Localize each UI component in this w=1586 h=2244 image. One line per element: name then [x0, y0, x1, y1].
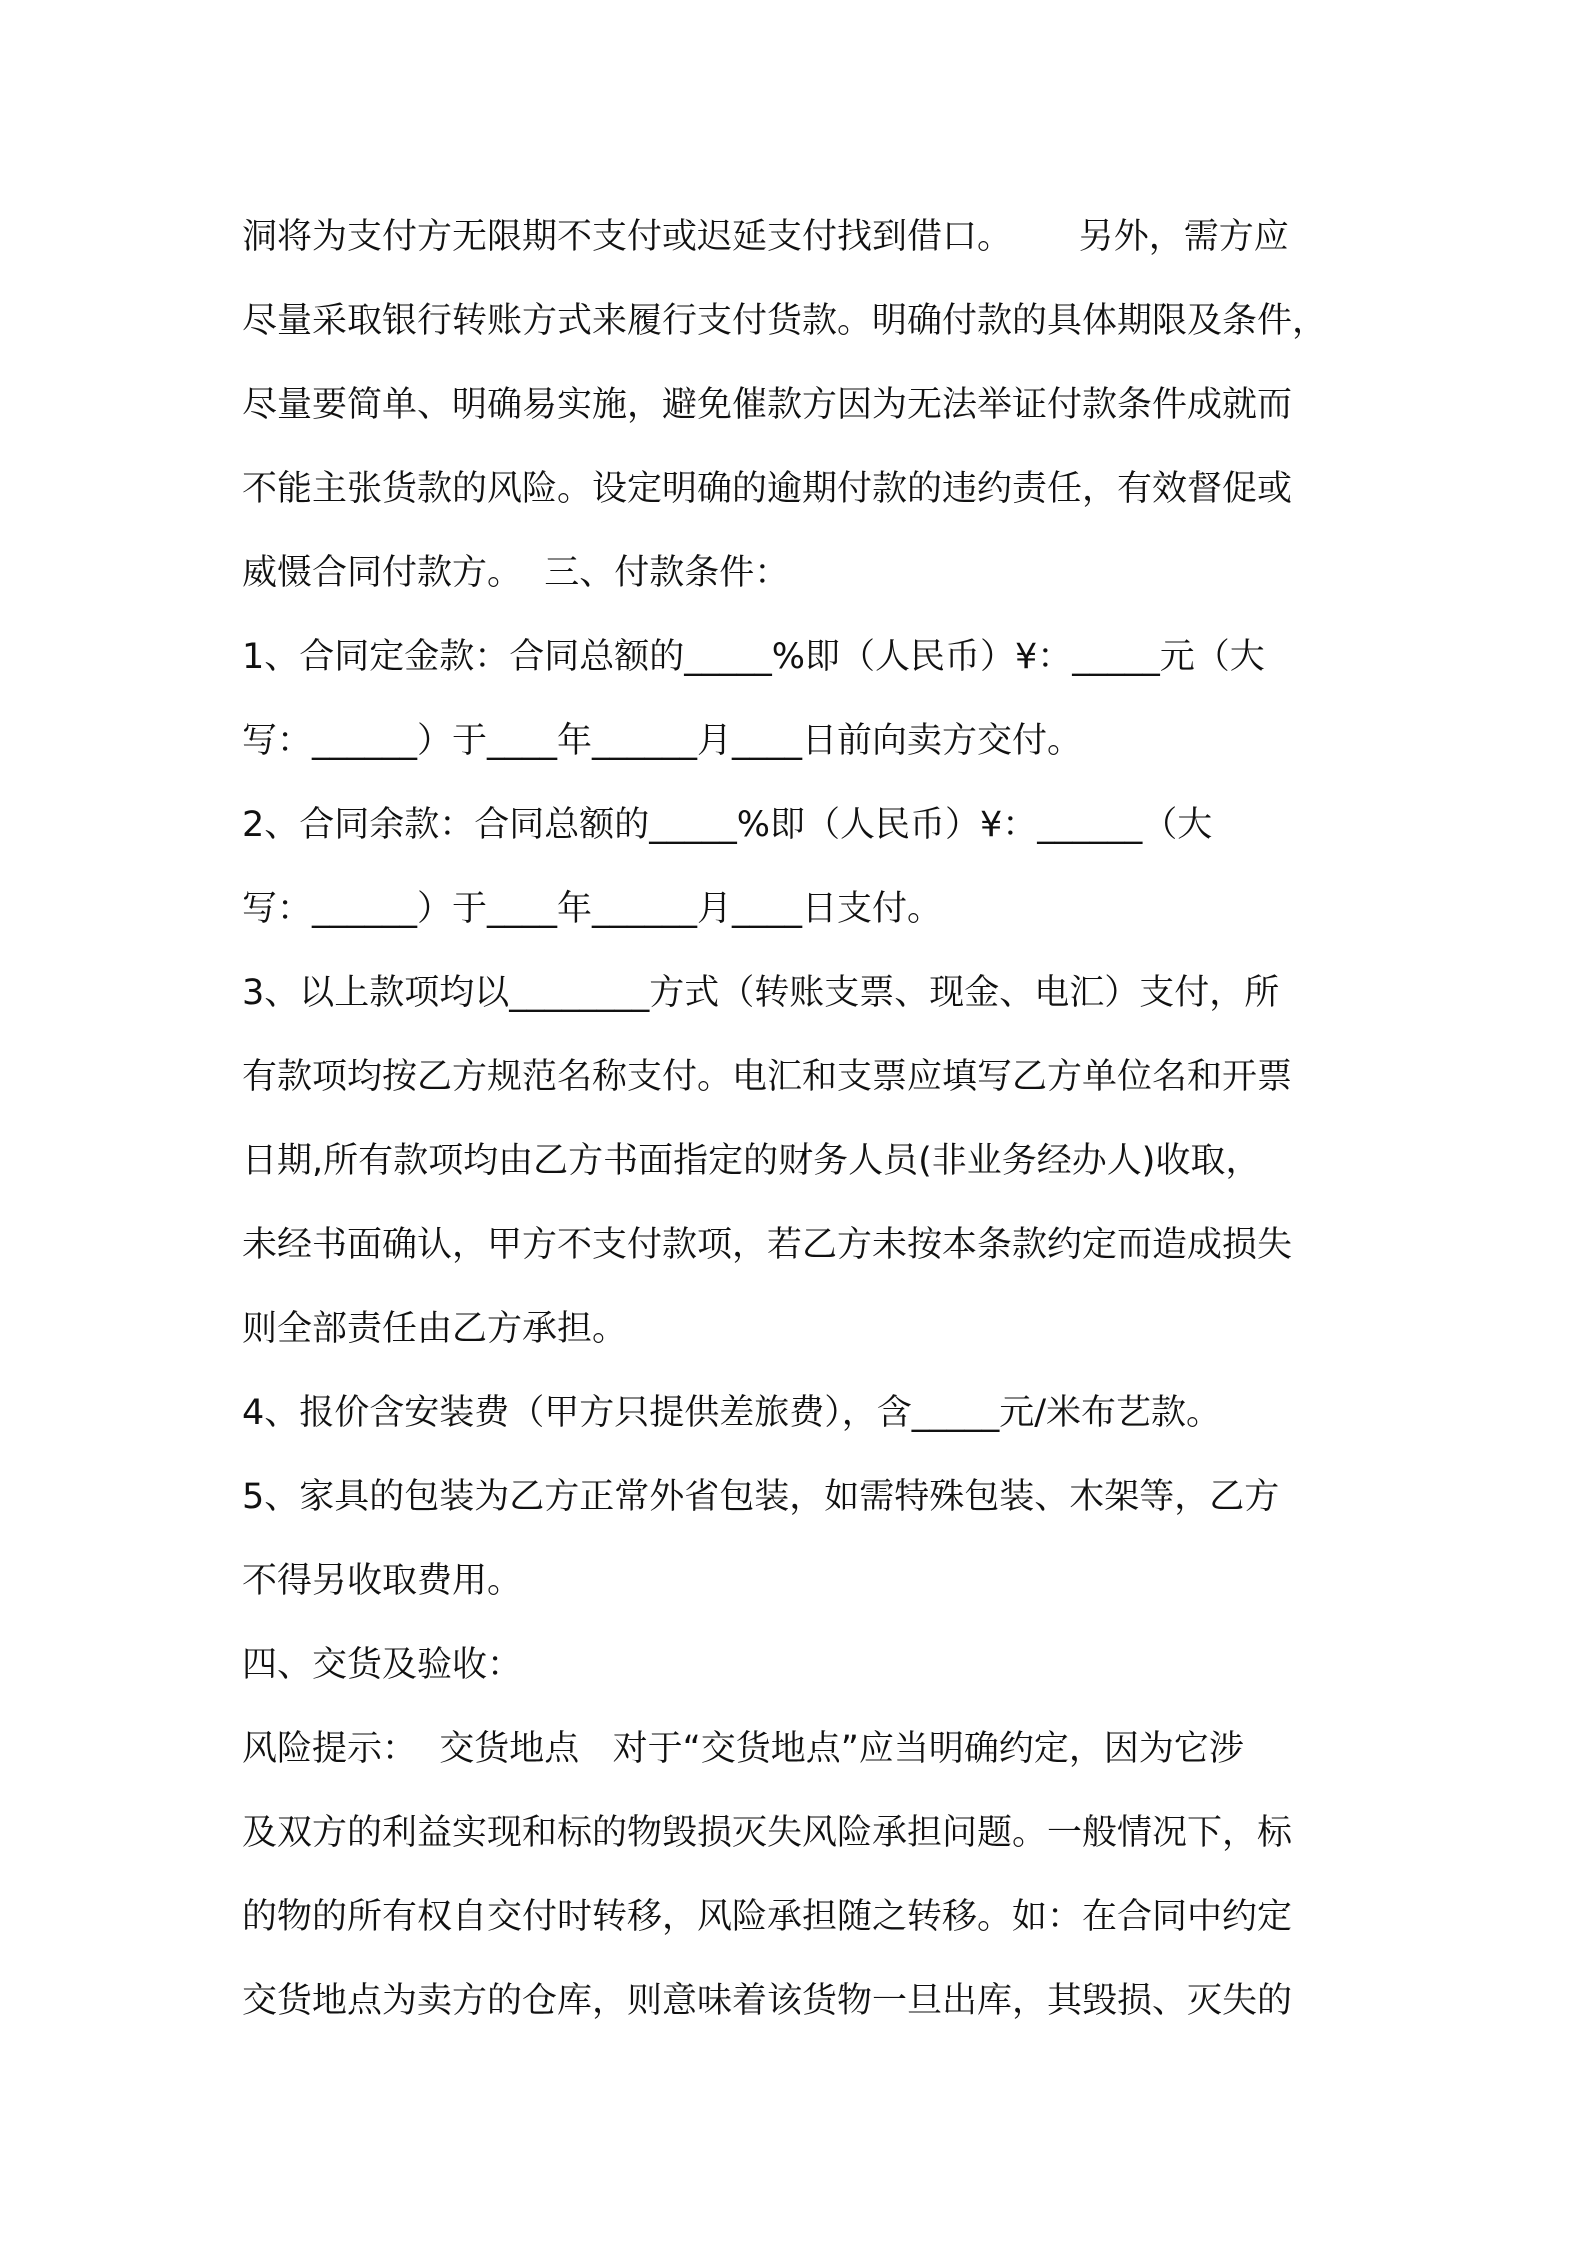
risk-note-line: 及双方的利益实现和标的物毁损灭失风险承担问题。一般情况下，标 [242, 1813, 1293, 1853]
clause-5-line: 不得另收取费用。 [242, 1561, 523, 1601]
document-body [242, 195, 1382, 2043]
section-heading-line: 四、交货及验收： [242, 1645, 523, 1685]
clause-3-line: 未经书面确认，甲方不支付款项，若乙方未按本条款约定而造成损失 [242, 1225, 1293, 1265]
clause-4-line: 4、报价含安装费（甲方只提供差旅费），含_____元/米布艺款。 [242, 1393, 1222, 1433]
clause-1-line: 1、合同定金款：合同总额的_____%即（人民币）¥：_____元（大 [242, 637, 1265, 677]
clause-3-line: 则全部责任由乙方承担。 [242, 1309, 628, 1349]
text-line: 尽量要简单、明确易实施，避免催款方因为无法举证付款条件成就而 [242, 385, 1293, 425]
clause-2-line: 写：______）于____年______月____日支付。 [242, 889, 943, 929]
clause-5-line: 5、家具的包装为乙方正常外省包装，如需特殊包装、木架等，乙方 [242, 1477, 1280, 1517]
clause-3-line: 有款项均按乙方规范名称支付。电汇和支票应填写乙方单位名和开票 [242, 1057, 1293, 1097]
clause-3-line: 日期,所有款项均由乙方书面指定的财务人员(非业务经办人)收取， [242, 1141, 1261, 1181]
section-heading-line: 威慑合同付款方。 三、付款条件： [242, 553, 790, 593]
clause-2-line: 2、合同余款：合同总额的_____%即（人民币）¥：______（大 [242, 805, 1213, 845]
clause-1-line: 写：______）于____年______月____日前向卖方交付。 [242, 721, 1083, 761]
text-line: 洞将为支付方无限期不支付或迟延支付找到借口。 另外，需方应 [242, 217, 1289, 257]
clause-3-line: 3、以上款项均以________方式（转账支票、现金、电汇）支付，所 [242, 973, 1280, 1013]
risk-note-line: 的物的所有权自交付时转移，风险承担随之转移。如：在合同中约定 [242, 1897, 1293, 1937]
risk-note-line: 交货地点为卖方的仓库，则意味着该货物一旦出库，其毁损、灭失的 [242, 1981, 1293, 2021]
risk-note-line: 风险提示： 交货地点 对于“交货地点”应当明确约定，因为它涉 [242, 1729, 1244, 1769]
text-line: 不能主张货款的风险。设定明确的逾期付款的违约责任，有效督促或 [242, 469, 1293, 509]
text-line: 尽量采取银行转账方式来履行支付货款。明确付款的具体期限及条件， [242, 301, 1328, 341]
